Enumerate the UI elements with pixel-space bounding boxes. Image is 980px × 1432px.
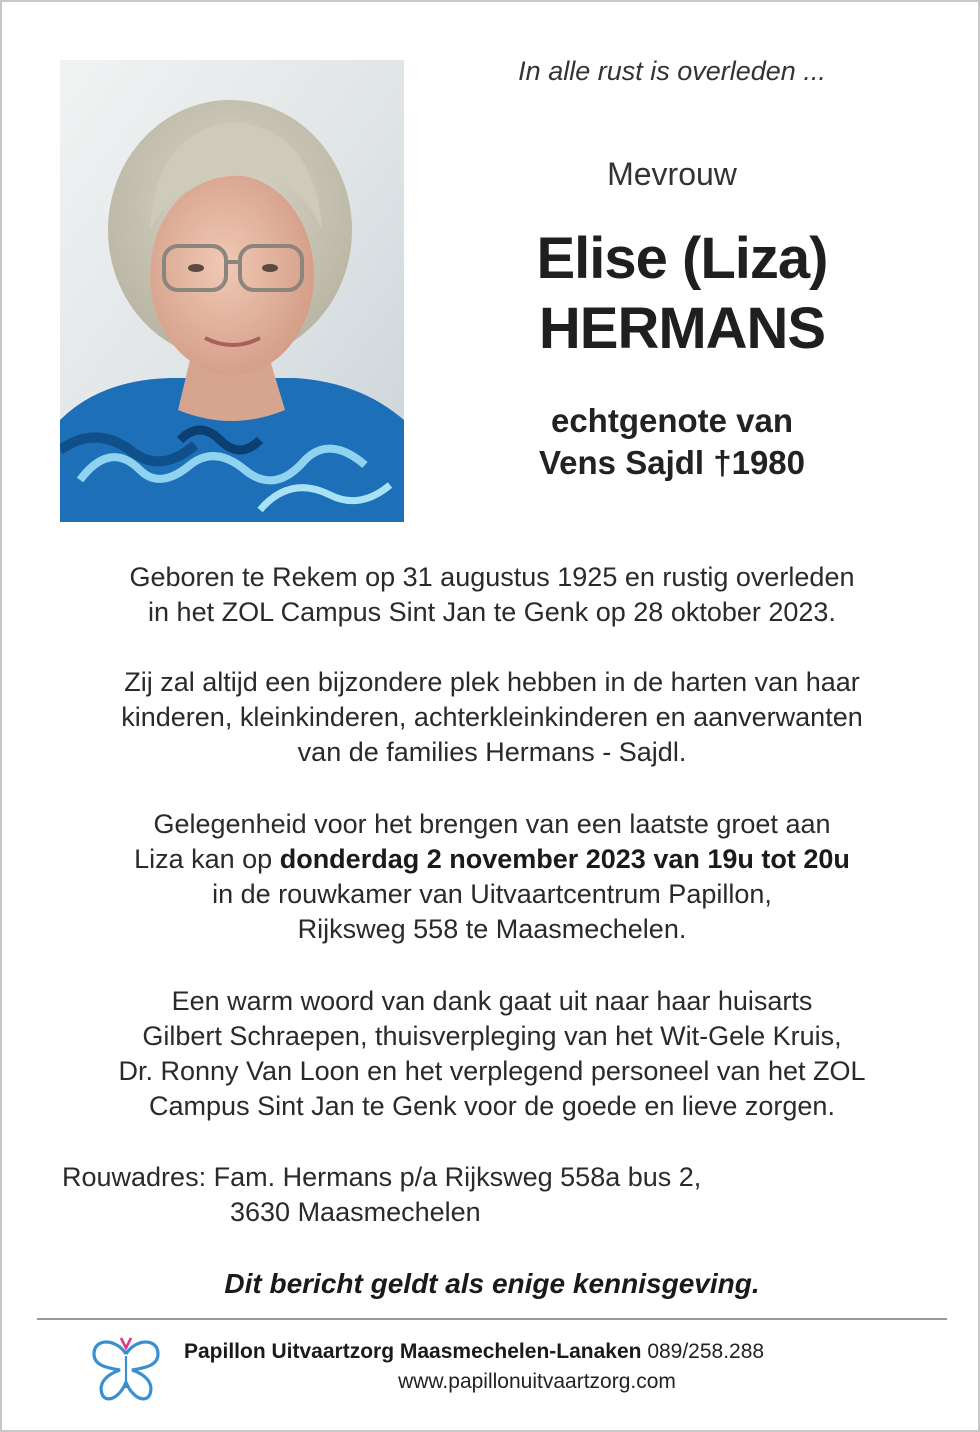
paragraph-line: Dr. Ronny Van Loon en het verplegend personeel van het ZOL	[118, 1056, 866, 1086]
mourning-address	[62, 1160, 701, 1230]
paragraph-line: Geboren te Rekem op 31 augustus 1925 en rustig overleden	[129, 562, 855, 592]
address-line-2: 3630 Maasmechelen	[230, 1197, 481, 1227]
funeral-home-website[interactable]: www.papillonuitvaartzorg.com	[398, 1370, 676, 1393]
remembrance-paragraph	[42, 665, 942, 770]
spouse-relation: echtgenote van	[550, 402, 794, 439]
visitation-prefix: Liza kan op	[134, 844, 280, 874]
paragraph-line: in het ZOL Campus Sint Jan te Genk op 28 oktober 2023.	[148, 597, 836, 627]
paragraph-line: Rijksweg 558 te Maasmechelen.	[297, 914, 687, 944]
funeral-home-name: Papillon Uitvaartzorg Maasmechelen-Lanaken	[184, 1340, 642, 1363]
paragraph-line: in de rouwkamer van Uitvaartcentrum Papillon,	[212, 879, 772, 909]
visitation-paragraph	[42, 807, 942, 947]
first-name: Elise (Liza)	[536, 226, 828, 291]
funeral-home-phone: 089/258.288	[647, 1340, 765, 1363]
intro-text: In alle rust is overleden ...	[518, 56, 826, 86]
butterfly-logo-icon	[88, 1332, 164, 1406]
paragraph-line	[42, 842, 942, 877]
last-name: HERMANS	[538, 296, 826, 361]
portrait-photo	[60, 60, 404, 522]
footer-divider	[37, 1318, 947, 1320]
spouse-name: Vens Sajdl †1980	[538, 444, 805, 481]
spouse-info	[422, 400, 922, 484]
funeral-home-info	[184, 1340, 764, 1364]
thanks-paragraph	[42, 984, 942, 1124]
birth-death-paragraph	[42, 560, 942, 630]
visitation-date: donderdag 2 november 2023 van 19u tot 20u	[279, 844, 850, 874]
address-line-1: Rouwadres: Fam. Hermans p/a Rijksweg 558a bus 2,	[62, 1162, 702, 1192]
paragraph-line: Gelegenheid voor het brengen van een laatste groet aan	[153, 809, 831, 839]
deceased-name	[402, 224, 962, 364]
paragraph-line: van de families Hermans - Sajdl.	[297, 737, 687, 767]
salutation: Mevrouw	[607, 156, 737, 192]
paragraph-line: kinderen, kleinkinderen, achterkleinkinderen en aanverwanten	[121, 702, 863, 732]
notice-text: Dit bericht geldt als enige kennisgeving.	[224, 1268, 760, 1299]
paragraph-line: Zij zal altijd een bijzondere plek hebben in de harten van haar	[124, 667, 860, 697]
paragraph-line: Campus Sint Jan te Genk voor de goede en lieve zorgen.	[149, 1091, 835, 1121]
paragraph-line: Gilbert Schraepen, thuisverpleging van het Wit-Gele Kruis,	[142, 1021, 842, 1051]
paragraph-line: Een warm woord van dank gaat uit naar haar huisarts	[171, 986, 813, 1016]
